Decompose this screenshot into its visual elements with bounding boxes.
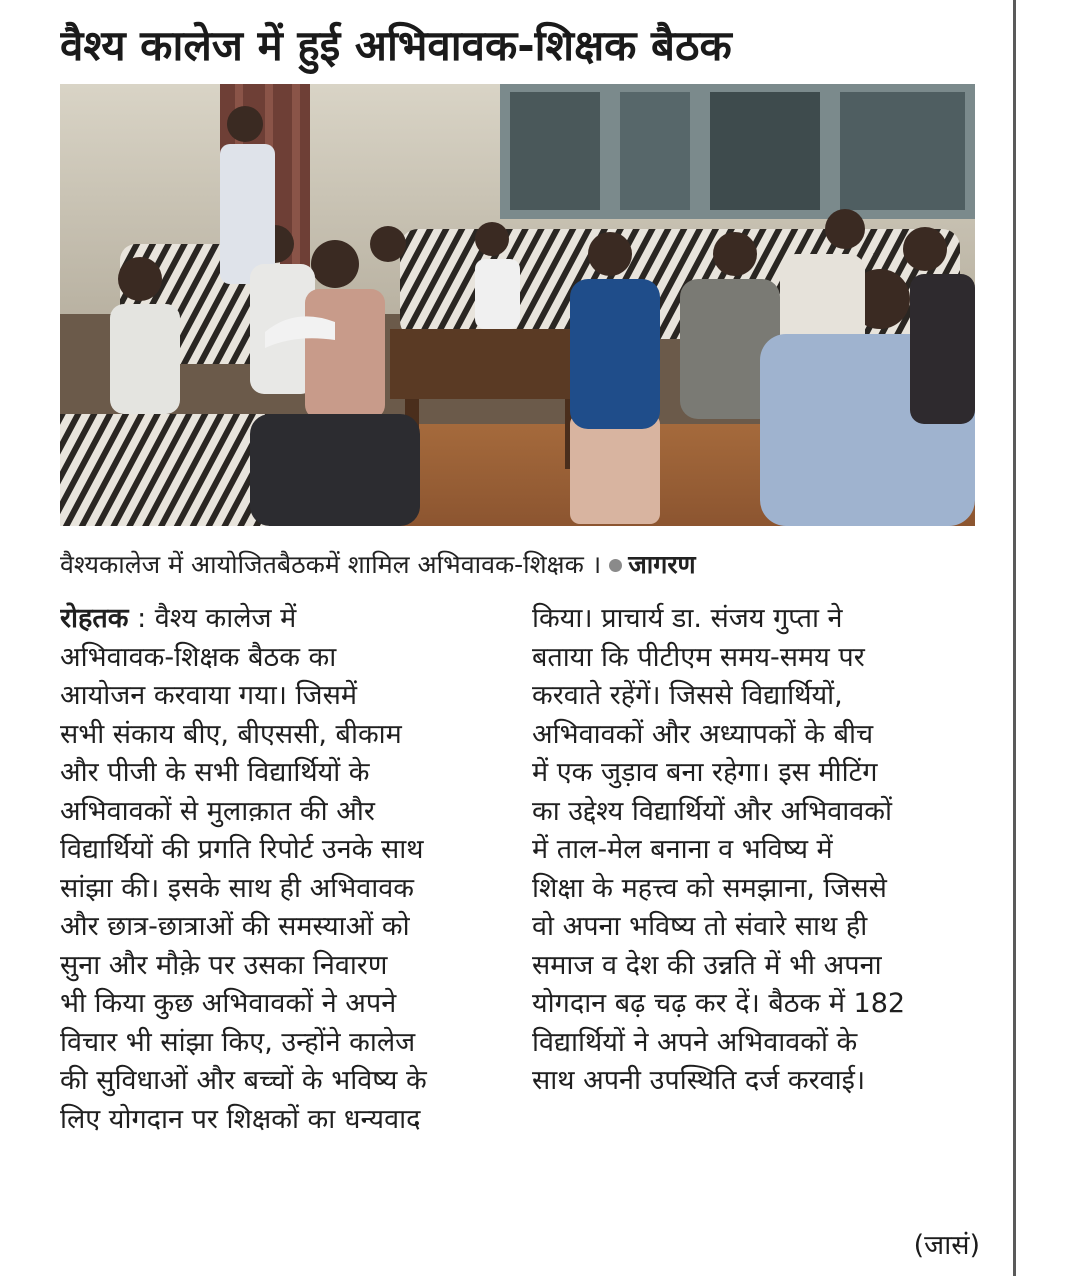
article-headline: वैश्य कालेज में हुई अभिवावक-शिक्षक बैठक: [60, 21, 732, 70]
body-line: सांझा की। इसके साथ ही अभिवावक: [60, 872, 414, 904]
dateline: रोहतक: [60, 603, 129, 634]
column-divider-rule: [1013, 0, 1016, 1276]
photo-caption-text: वैश्यकालेज में आयोजितबैठकमें शामिल अभिवावक-शिक्षक ।: [60, 550, 602, 579]
body-line: किया। प्राचार्य डा. संजय गुप्ता ने: [532, 603, 843, 634]
body-line: बताया कि पीटीएम समय-समय पर: [532, 641, 865, 673]
body-line: साथ अपनी उपस्थिति दर्ज करवाई।: [532, 1065, 866, 1096]
body-line: वो अपना भविष्य तो संवारे साथ ही: [532, 911, 868, 942]
body-line: योगदान बढ़ चढ़ कर दें। बैठक में 182: [532, 988, 906, 1019]
photo-credit: जागरण: [628, 550, 696, 579]
body-line: अभिवावकों और अध्यापकों के बीच: [532, 718, 874, 750]
meeting-photo-illustration: [60, 84, 975, 526]
body-line: और छात्र-छात्राओं की समस्याओं को: [60, 911, 410, 942]
body-line: सुना और मौक़े पर उसका निवारण: [60, 949, 388, 981]
body-line: करवाते रहेंगें। जिससे विद्यार्थियों,: [532, 680, 843, 711]
body-line: और पीजी के सभी विद्यार्थियों के: [60, 757, 370, 788]
body-line: विचार भी सांझा किए, उन्होंने कालेज: [60, 1026, 416, 1058]
body-line: अभिवावकों से मुलाक़ात की और: [60, 795, 375, 827]
body-line: [60, 600, 510, 639]
body-line: सभी संकाय बीए, बीएससी, बीकाम: [60, 718, 402, 750]
bullet-dot-icon: [609, 559, 622, 572]
body-line: अभिवावक-शिक्षक बैठक का: [60, 641, 337, 673]
article-column-left: [60, 600, 510, 1139]
body-line: लिए योगदान पर शिक्षकों का धन्यवाद: [60, 1103, 421, 1135]
body-line: का उद्देश्य विद्यार्थियों और अभिवावकों: [532, 795, 892, 827]
body-line-text: : वैश्य कालेज में: [128, 603, 297, 634]
meeting-photo: [60, 84, 975, 526]
body-line: विद्यार्थियों ने अपने अभिवावकों के: [532, 1026, 858, 1058]
body-line: की सुविधाओं और बच्चों के भविष्य के: [60, 1065, 427, 1096]
body-line: विद्यार्थियों की प्रगति रिपोर्ट उनके साथ: [60, 834, 424, 865]
body-line: आयोजन करवाया गया। जिसमें: [60, 680, 357, 711]
body-line: भी किया कुछ अभिवावकों ने अपने: [60, 988, 397, 1019]
body-line: में ताल-मेल बनाना व भविष्य में: [532, 834, 833, 865]
body-line: में एक जुड़ाव बना रहेगा। इस मीटिंग: [532, 757, 878, 788]
article-column-right: [532, 600, 982, 1101]
body-line: शिक्षा के महत्त्व को समझाना, जिससे: [532, 872, 887, 904]
byline: (जासं): [913, 1230, 980, 1261]
body-line: समाज व देश की उन्नति में भी अपना: [532, 949, 882, 981]
photo-caption: [60, 545, 990, 585]
